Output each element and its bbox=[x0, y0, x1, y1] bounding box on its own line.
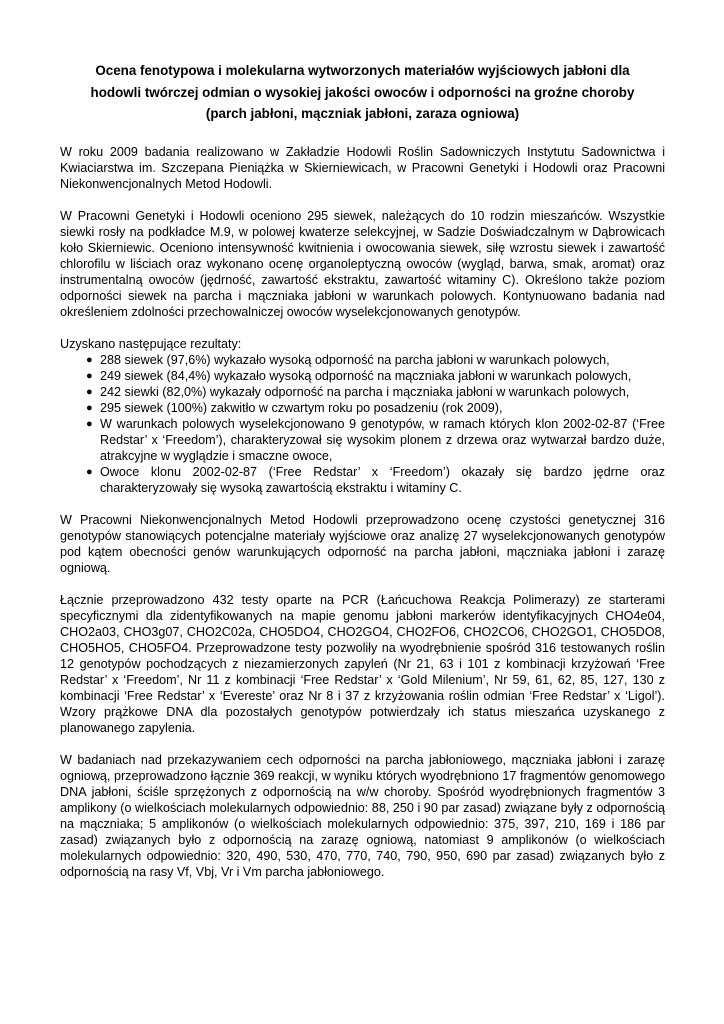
bullet-icon: ● bbox=[86, 385, 93, 398]
title-line-2: hodowli twórczej odmian o wysokiej jakości owoców i odporności na groźne choroby bbox=[90, 84, 635, 100]
list-item-text: 288 siewek (97,6%) wykazało wysoką odporność na parcha jabłoni w warunkach polowych, bbox=[100, 352, 610, 367]
list-item-text: Owoce klonu 2002-02-87 (‘Free Redstar’ x ‘Freedom’) okazały się bardzo jędrne oraz charakteryzowały się wysoką zawartością ekstraktu i witaminy C. bbox=[100, 464, 665, 495]
bullet-icon: ● bbox=[86, 353, 93, 366]
paragraph-unconventional-methods-lab: W Pracowni Niekonwencjonalnych Metod Hodowli przeprowadzono ocenę czystości genetycznej 316 genotypów stanowiących potencjalne materiały wyjściowe oraz analizę 27 wyselekcjonowanych genotypów pod kątem obecności genów warunkujących odporność na parcha jabłoni, mączniaka jabłoni i zarazę ogniową. bbox=[60, 512, 665, 575]
list-item bbox=[86, 400, 665, 416]
title-line-3: (parch jabłoni, mączniak jabłoni, zaraza ogniowa) bbox=[205, 106, 520, 121]
document-page bbox=[60, 60, 665, 896]
list-item-text: 295 siewek (100%) zakwitło w czwartym roku po posadzeniu (rok 2009), bbox=[100, 400, 503, 415]
paragraph-intro-location: W roku 2009 badania realizowano w Zakładzie Hodowli Roślin Sadowniczych Instytutu Sadownictwa i Kwiaciarstwa im. Szczepana Pieniążka w Skierniewicach, w Pracowni Genetyki i Hodowli oraz Pracowni Niekonwencjonalnych Metod Hodowli. bbox=[60, 144, 665, 191]
results-heading: Uzyskano następujące rezultaty: bbox=[60, 336, 242, 351]
paragraph-genetics-lab: W Pracowni Genetyki i Hodowli oceniono 295 siewek, należących do 10 rodzin mieszańców. Wszystkie siewki rosły na podkładce M.9, w polowej kwaterze selekcyjnej, w Sadzie Doświadczalnym w Dąbrowicach koło Skierniewic. Oceniono intensywność kwitnienia i owocowania siewek, siłę wzrostu siewek i zawartość chlorofilu w liściach oraz wykonano ocenę organoleptyczną owoców (wygląd, barwa, smak, aromat) oraz instrumentalną owoców (jędrność, zawartość ekstraktu, zawartość witaminy C). Określono także poziom odporności siewek na parcha i mączniaka jabłoni w warunkach polowych. Kontynuowano badania nad określeniem zdolności przechowalniczej owoców wyselekcjonowanych genotypów. bbox=[60, 208, 665, 319]
bullet-icon: ● bbox=[86, 369, 93, 382]
paragraph-resistance-fragments: W badaniach nad przekazywaniem cech odporności na parcha jabłoniowego, mączniaka jabłoni i zarazę ogniową, przeprowadzono łącznie 369 reakcji, w wyniku których wyodrębniono 17 fragmentów genomowego DNA jabłoni, ściśle sprzężonych z odpornością na w/w choroby. Spośród wyodrębnionych fragmentów 3 amplikony (o wielkościach molekularnych odpowiednio: 88, 250 i 90 par zasad) związane były z odpornością na mączniaka; 5 amplikonów (o wielkościach molekularnych odpowiednio: 375, 397, 210, 169 i 186 par zasad) związanych było z odpornością na zarazę ogniową, natomiast 9 amplikonów (o wielkościach molekularnych odpowiednio: 320, 490, 530, 470, 770, 740, 790, 950, 690 par zasad) związanych było z odpornością na rasy Vf, Vbj, Vr i Vm parcha jabłoniowego. bbox=[60, 752, 665, 879]
list-item bbox=[86, 464, 665, 496]
list-item-text: 249 siewek (84,4%) wykazało wysoką odporność na mączniaka jabłoni w warunkach polowych, bbox=[100, 368, 632, 383]
paragraph-pcr-tests: Łącznie przeprowadzono 432 testy oparte na PCR (Łańcuchowa Reakcja Polimerazy) ze starterami specyficznymi dla zidentyfikowanych na mapie genomu jabłoni markerów identyfikacyjnych CHO4e04, CHO2a03, CHO3g07, CHO2C02a, CHO5DO4, CHO2GO4, CHO2FO6, CHO2CO6, CHO2GO1, CHO5DO8, CHO5HO5, CHO5FO4. Przeprowadzone testy pozwoliły na wyodrębnienie spośród 316 testowanych roślin 12 genotypów pochodzących z niezamierzonych zapyleń (Nr 21, 63 i 101 z kombinacji krzyżowań ‘Free Redstar’ x ‘Freedom’, Nr 11 z kombinacji ‘Free Redstar’ x ‘Gold Milenium’, Nr 59, 61, 62, 85, 127, 130 z kombinacji ‘Free Redstar’ x ‘Evereste’ oraz Nr 8 i 37 z krzyżowania roślin odmian ‘Free Redstar’ x ‘Ligol’). Wzory prążkowe DNA dla pozostałych genotypów potwierdzały ich status mieszańca uzyskanego z planowanego zapylenia. bbox=[60, 592, 665, 735]
list-item bbox=[86, 416, 665, 464]
bullet-icon: ● bbox=[86, 465, 93, 478]
list-item-text: 242 siewki (82,0%) wykazały odporność na parcha i mączniaka jabłoni w warunkach polowych, bbox=[100, 384, 630, 399]
list-item bbox=[86, 352, 665, 368]
bullet-icon: ● bbox=[86, 417, 93, 430]
list-item bbox=[86, 368, 665, 384]
document-title bbox=[60, 60, 665, 125]
bullet-icon: ● bbox=[86, 401, 93, 414]
results-list bbox=[60, 352, 665, 496]
title-line-1: Ocena fenotypowa i molekularna wytworzonych materiałów wyjściowych jabłoni dla bbox=[95, 63, 630, 78]
list-item-text: W warunkach polowych wyselekcjonowano 9 genotypów, w ramach których klon 2002-02-87 (‘Free Redstar’ x ‘Freedom’), charakteryzował się wysokim plonem z drzewa oraz wytwarzał bardzo duże, atrakcyjne w wyglądzie i smaczne owoce, bbox=[100, 416, 665, 463]
list-item bbox=[86, 384, 665, 400]
